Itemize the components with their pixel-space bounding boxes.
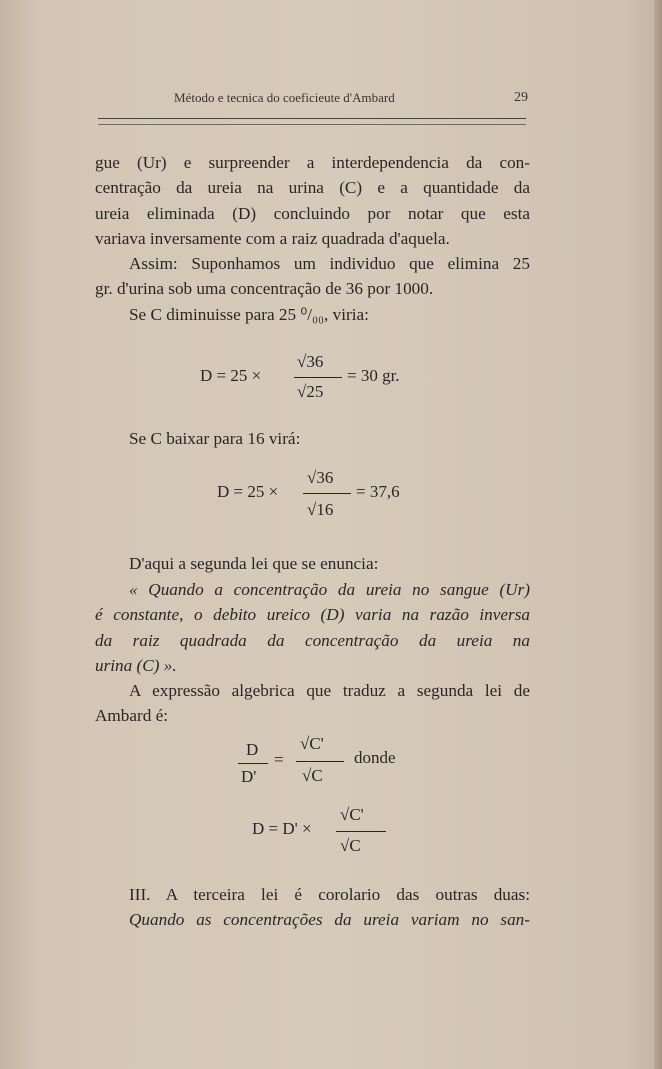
header-title: Método e tecnica do coeficieute d'Ambard: [174, 90, 395, 105]
header-rule: [98, 118, 526, 119]
eq3-rhs-denominator: √C: [302, 766, 323, 785]
eq2-lhs: D = 25 ×: [217, 482, 279, 501]
eq2-fraction-bar: [303, 493, 351, 494]
eq2-rhs: = 37,6: [356, 482, 400, 501]
header-rule-thin: [98, 124, 526, 125]
text-line: Se C baixar para 16 virá:: [129, 429, 301, 448]
paragraph-5: [95, 551, 530, 576]
equation-2: [217, 466, 437, 526]
text-line: da raiz quadrada da concentração da ureia na: [95, 630, 530, 650]
eq4-fraction-bar: [336, 831, 386, 832]
eq1-numerator: √36: [297, 352, 324, 371]
text-line: Ambard é:: [95, 706, 169, 726]
eq2-numerator: √36: [307, 468, 334, 487]
page-edge: [654, 0, 662, 1069]
eq3-lhs-denominator: D': [241, 767, 257, 786]
paragraph-3: [95, 302, 530, 327]
eq4-lhs: D = D' ×: [252, 819, 312, 838]
eq3-donde: donde: [354, 748, 396, 767]
eq1-fraction-bar: [294, 377, 342, 378]
paragraph-1: [95, 150, 530, 251]
equation-3: [238, 730, 438, 790]
equation-4: [252, 803, 402, 863]
eq1-rhs: = 30 gr.: [347, 366, 400, 385]
paragraph-2: [95, 251, 530, 302]
text-line: « Quando a concentração da ureia no sangue (Ur): [129, 580, 530, 599]
eq3-lhs-numerator: D: [246, 740, 259, 759]
text-line: variava inversamente com a raiz quadrada d'aquela.: [95, 228, 450, 248]
text-line: urina (C) ».: [95, 655, 177, 675]
text-line: centração da ureia na urina (C) e a quantidade da: [95, 178, 530, 198]
text-line: gue (Ur) e surpreender a interdependencia da con-: [95, 153, 530, 172]
eq3-rhs-fraction-bar: [296, 761, 344, 762]
paragraph-7: [95, 882, 530, 933]
running-header: [98, 90, 528, 110]
eq3-rhs-numerator: √C': [300, 734, 324, 753]
equation-1: [200, 350, 440, 410]
eq4-numerator: √C': [340, 805, 364, 824]
text-line: Assim: Suponhamos um individuo que elimina 25: [129, 254, 530, 273]
text-line: é constante, o debito ureico (D) varia na razão inversa: [95, 605, 530, 625]
eq1-lhs: D = 25 ×: [200, 366, 262, 385]
text-line: III. A terceira lei é corolario das outras duas:: [129, 885, 530, 904]
eq3-lhs-fraction-bar: [238, 763, 268, 764]
text-line: A expressão algebrica que traduz a segunda lei de: [129, 681, 530, 700]
eq3-equals: =: [274, 750, 284, 769]
text-line: Quando as concentrações da ureia variam no san-: [129, 910, 530, 930]
text-line: Se C diminuisse para 25 ⁰/₀₀, viria:: [129, 305, 369, 324]
eq2-denominator: √16: [307, 500, 334, 519]
paragraph-4: [95, 426, 530, 451]
second-law-quote: [95, 577, 530, 678]
text-line: gr. d'urina sob uma concentração de 36 por 1000.: [95, 279, 434, 299]
paragraph-6: [95, 678, 530, 729]
eq1-denominator: √25: [297, 382, 324, 401]
text-line: ureia eliminada (D) concluindo por notar que esta: [95, 203, 530, 223]
text-line: D'aqui a segunda lei que se enuncia:: [129, 554, 379, 573]
eq4-denominator: √C: [340, 836, 361, 855]
page-number: 29: [514, 90, 528, 105]
